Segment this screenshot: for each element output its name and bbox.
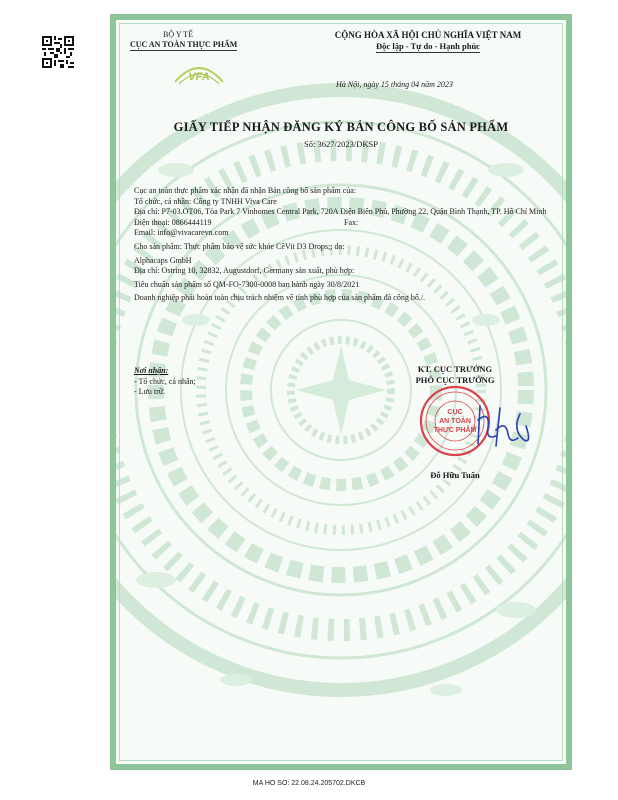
- manufacturer-address-line: Địa chỉ: Ostring 10, 32832, Augustdorf, Germany sản xuất, phù hợp:: [134, 266, 355, 276]
- recipient-item: - Tổ chức, cá nhân;: [134, 376, 196, 386]
- intro-line: Cục an toàn thực phẩm xác nhận đã nhận Bản công bố sản phẩm của:: [134, 186, 357, 195]
- fax-line: Fax:: [344, 217, 359, 227]
- svg-text:CỤC: CỤC: [447, 409, 463, 416]
- signatory-line-2: PHÓ CỤC TRƯỞNG: [415, 374, 495, 385]
- phone-fax-line: [134, 218, 558, 229]
- issue-date: Hà Nội, ngày 15 tháng 04 năm 2023: [336, 80, 453, 89]
- national-header: [298, 30, 558, 53]
- product-line: Cho sản phẩm: Thực phẩm bảo vệ sức khỏe CêVit D3 Drops;; do:: [134, 241, 345, 251]
- record-code: MA HO SO: 22.08.24.205702.DKCB: [252, 780, 366, 787]
- document-body: [134, 186, 558, 304]
- qr-code: [42, 36, 74, 68]
- signatory-title: [380, 364, 530, 385]
- handwritten-signature: [462, 400, 542, 452]
- agency-name: CỤC AN TOÀN THỰC PHẨM: [130, 40, 238, 49]
- svg-text:THỰC PHẨM: THỰC PHẨM: [433, 427, 477, 434]
- recipient-item: - Lưu trữ.: [134, 387, 166, 396]
- national-motto: Độc lập - Tự do - Hạnh phúc: [376, 41, 480, 51]
- recipients-block: [134, 366, 196, 398]
- email-line: Email: info@vivacarevn.com: [134, 228, 229, 238]
- responsibility-line: Doanh nghiệp phải hoàn toàn chịu trách nhiệm về tính phù hợp của sản phẩm đã công bố./.: [134, 293, 426, 303]
- ministry-name: BỘ Y TẾ: [163, 30, 193, 39]
- manufacturer-line: Alphacaps GmbH: [134, 255, 192, 265]
- signer-name: Đỗ Hữu Tuấn: [430, 470, 480, 480]
- document-number: Số: 3627/2023/DKSP: [304, 139, 378, 149]
- vfa-logo: [171, 60, 227, 88]
- signatory-line-1: KT. CỤC TRƯỞNG: [417, 364, 493, 374]
- address-line: Địa chỉ: P7-03.OT06, Tòa Park 7 Vinhomes Central Park, 720A Điện Biên Phủ, Phường 22, Quận Bình Thạnh, TP. Hồ Chí Minh: [134, 207, 547, 217]
- standard-line: Tiêu chuẩn sản phẩm số QM-FO-7300-0008 ban hành ngày 30/8/2021: [134, 279, 360, 289]
- country-name: CỘNG HÒA XÃ HỘI CHỦ NGHĨA VIỆT NAM: [334, 30, 522, 40]
- logo-text: VFA: [188, 71, 210, 83]
- recipients-title: Nơi nhận:: [134, 366, 169, 375]
- organization-line: Tổ chức, cá nhân: Công ty TNHH Viva Care: [134, 196, 277, 206]
- svg-text:AN TOÀN: AN TOÀN: [439, 418, 471, 425]
- document-title: GIẤY TIẾP NHẬN ĐĂNG KÝ BẢN CÔNG BỐ SẢN PHẨM: [173, 120, 509, 134]
- issuing-agency-header: [130, 30, 238, 51]
- phone-line: Điện thoại: 0866444119: [134, 217, 212, 227]
